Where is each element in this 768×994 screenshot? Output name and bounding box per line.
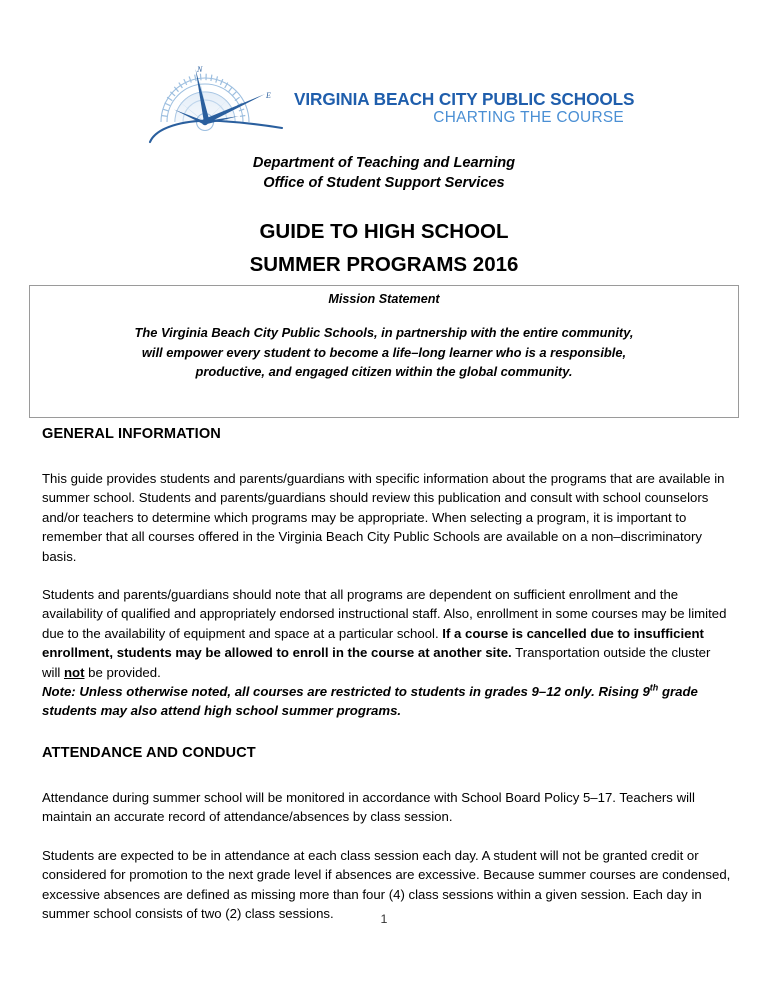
note-text-part-1: Note: Unless otherwise noted, all courses are restricted to students in grades 9–12 only. Rising 9 [42, 684, 650, 700]
logo-tagline: CHARTING THE COURSE [433, 109, 624, 126]
section-heading-attendance-and-conduct: ATTENDANCE AND CONDUCT [42, 744, 256, 761]
mission-statement-heading: Mission Statement [328, 292, 440, 306]
note-superscript-th: th [649, 682, 659, 693]
attendance-paragraph-1: Attendance during summer school will be monitored in accordance with School Board Policy 5–17. Teachers will maintain an accurate record of attendance/absences by class session. [42, 789, 695, 825]
note-text-part-2: grade students may also attend high school summer programs. [42, 684, 698, 719]
page-title-line-1: GUIDE TO HIGH SCHOOL [259, 220, 509, 243]
paragraph-2-text-part-4: be provided. [84, 664, 161, 680]
general-information-note [42, 682, 732, 721]
vbcps-logo [148, 60, 635, 145]
page-title-line-2: SUMMER PROGRAMS 2016 [249, 253, 519, 276]
department-heading [0, 153, 768, 193]
page-title [0, 215, 768, 281]
paragraph-2-underlined-not: not [63, 664, 85, 680]
paragraph-2-text-part-3: Transportation outside the cluster will [42, 645, 711, 680]
section-heading-general-information: GENERAL INFORMATION [42, 426, 221, 442]
department-line-2: Office of Student Support Services [263, 175, 505, 191]
compass-rose-logo-icon [148, 60, 288, 145]
mission-line-1: The Virginia Beach City Public Schools, in partnership with the entire community, [134, 325, 634, 340]
general-information-paragraph-2 [42, 585, 732, 682]
mission-statement-body [30, 323, 738, 382]
svg-text:E: E [266, 91, 271, 100]
svg-text:N: N [197, 65, 203, 74]
document-content [42, 424, 732, 923]
logo-title-line: VIRGINIA BEACH CITY PUBLIC SCHOOLS [294, 89, 635, 109]
paragraph-2-text-part-1: Students and parents/guardians should note that all programs are dependent on sufficient enrollment and the availability of qualified and appropriately endorsed instructional staff. Also, enrollment in some courses may be limited due to the availability of equipment and space at a particular school. [42, 587, 727, 641]
page-number: 1 [380, 912, 388, 926]
general-information-paragraph-1: This guide provides students and parents/guardians with specific information about the programs that are available in summer school. Students and parents/guardians should review this publication and consult with school counselors and/or teachers to determine which programs may be appropriate. When selecting a program, it is important to remember that all courses offered in the Virginia Beach City Public Schools are available on a non–discriminatory basis. [42, 471, 725, 564]
attendance-paragraph-2: Students are expected to be in attendance at each class session each day. A student will not be granted credit or considered for promotion to the next grade level if absences are excessive. Because summer courses are condensed, excessive absences are defined as missing more than four (4) class sessions within a given session. Each day in summer school consists of two (2) class sessions. [42, 847, 731, 921]
paragraph-2-bold-text: If a course is cancelled due to insufficient enrollment, students may be allowed to enroll in the course at another site. [42, 625, 704, 661]
mission-statement-box [29, 285, 739, 418]
department-line-1: Department of Teaching and Learning [252, 155, 516, 171]
mission-line-3: productive, and engaged citizen within the global community. [195, 364, 573, 379]
mission-line-2: will empower every student to become a life–long learner who is a responsible, [141, 344, 627, 360]
